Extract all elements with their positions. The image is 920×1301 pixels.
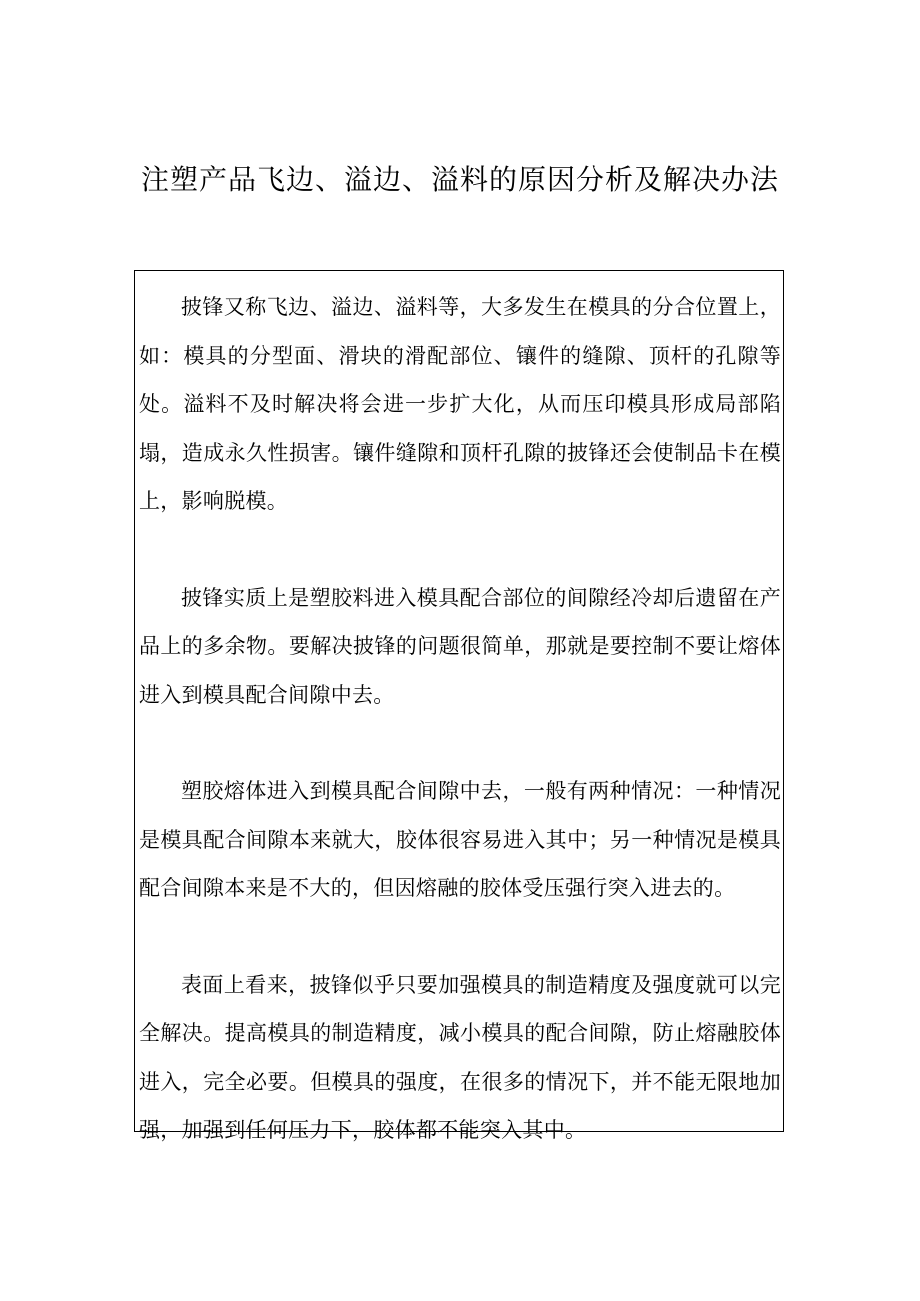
page-title: 注塑产品飞边、溢边、溢料的原因分析及解决办法 xyxy=(140,163,779,196)
paragraph-1: 披锋又称飞边、溢边、溢料等，大多发生在模具的分合位置上，如：模具的分型面、滑块的滑配部位、镶件的缝隙、顶杆的孔隙等处。溢料不及时解决将会进一步扩大化，从而压印模具形成局部陷塌，造成永久性损害。镶件缝隙和顶杆孔隙的披锋还会使制品卡在模上，影响脱模。 xyxy=(139,295,781,513)
paragraph-3: 塑胶熔体进入到模具配合间隙中去，一般有两种情况：一种情况是模具配合间隙本来就大，胶体很容易进入其中；另一种情况是模具配合间隙本来是不大的，但因熔融的胶体受压强行突入进去的。 xyxy=(139,779,781,900)
paragraph-2: 披锋实质上是塑胶料进入模具配合部位的间隙经冷却后遗留在产品上的多余物。要解决披锋的问题很简单，那就是要控制不要让熔体进入到模具配合间隙中去。 xyxy=(139,585,781,707)
content-box xyxy=(134,270,784,1142)
paragraph-4: 表面上看来，披锋似乎只要加强模具的制造精度及强度就可以完全解决。提高模具的制造精度，减小模具的配合间隙，防止熔融胶体进入，完全必要。但模具的强度，在很多的情况下，并不能无限地加强，加强到任何压力下，胶体都不能突入其中。 xyxy=(139,972,781,1142)
